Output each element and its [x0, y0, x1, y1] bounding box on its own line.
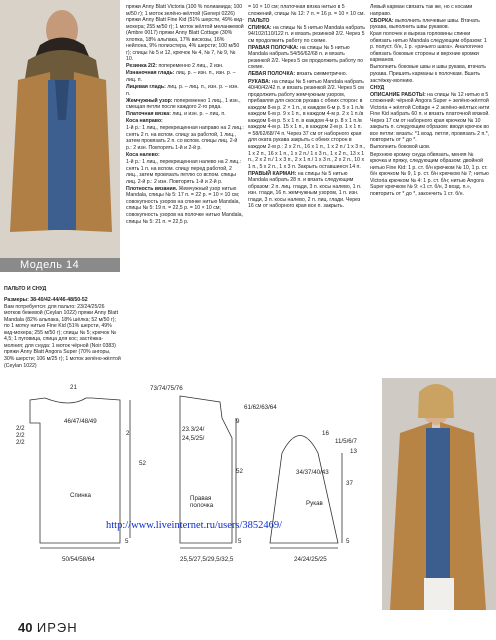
back-width-lower: 50/54/58/64 — [62, 556, 95, 563]
back-label: Спинка — [70, 492, 91, 499]
reverse-stockinette-desc: лиц. р. – изн. п., изн. р. – лиц. п. — [126, 70, 236, 84]
cable-left-desc: 1-й р.: 1 лиц., перекрещенная налево на 2 лиц.: снять 1 п. на вспом. спицу перед работой, 2 лиц., затем провязать петлю со вспом. спицы лиц. 2-й р.: 2 изн. Повторять 1-й и 2-й р. — [126, 159, 242, 185]
garter-desc: лиц. и изн. р. – лиц. п. — [172, 111, 226, 118]
left-pocket-desc: Левый карман связать так же, но с косами направо. — [370, 4, 473, 17]
page-number: 40 — [18, 620, 33, 635]
edging-desc: Края полочек и выреза горловины спинки обвязать нитью Mandala следующим образом: 1 р. полуст. б/н, 1 р. «рачьего шага». Аналогично обвязать боковые стороны и верхние кромки карманов. — [370, 31, 487, 64]
back-top-width: 21 — [70, 384, 77, 391]
sleeve-height: 37 — [346, 480, 353, 487]
heading-assembly: СБОРКА: — [370, 17, 394, 24]
side-seam-desc: Выполнить боковой шов. — [370, 144, 431, 151]
front-right-dim-1: 9 — [236, 418, 240, 425]
front-top-right: 61/62/63/64 — [244, 404, 277, 411]
front-width-2: 24,5/25/ — [182, 435, 205, 442]
heading-back: СПИНКА: — [248, 24, 272, 31]
stockinette-desc: лиц. р. – лиц. п., изн. р. – изн. п. — [126, 84, 239, 97]
left-front-desc: вязать симметрично. — [296, 71, 348, 78]
gauge-continued: = 10 × 10 см; платочная вязка нитью в 5 сложений, спицы № 12: 7 п. = 16 р. = 10 × 10 см. — [248, 4, 365, 17]
top-edge-desc: Верхнюю кромку снуда обвязать, меняя № крючка и пряжу, следующим образом: двойной нитью Fine Kid: 1 р. ст. б/н крючком № 10, 1 р. ст. б/н крючком № 9, 1 р. ст. б/н крючком № 7; нитью Victoria крючком № 4: 1 р. ст. б/н; нитью Angora Super крючком № 9: «1 ст. б/н, 3 возд. п.», повторить от * до *, закончить 1 ст. б/н. — [370, 151, 489, 197]
heading-left-front: ЛЕВАЯ ПОЛОЧКА: — [248, 71, 296, 78]
heading-right-pocket: ПРАВЫЙ КАРМАН: — [248, 170, 297, 177]
back-width-upper: 46/47/48/49 — [64, 418, 97, 425]
model-photo-coat-front — [0, 0, 120, 268]
sleeve-bottom-band: 5 — [346, 538, 350, 545]
back-height: 52 — [139, 460, 146, 467]
heading-work-description: ОПИСАНИЕ РАБОТЫ: — [370, 91, 426, 98]
sleeve-bottom-width: 24/24/25/25 — [294, 556, 327, 563]
sleeve-right-sub: 11/5/6/7 — [335, 438, 357, 445]
heading-coat: ПАЛЬТО — [248, 17, 270, 24]
sleeve-label: Рукав — [306, 500, 323, 507]
front-width-1: 23.3/24/ — [182, 426, 205, 433]
model-label: Модель 14 — [20, 258, 80, 271]
pattern-schematics — [0, 378, 382, 600]
materials-continued: пряжи Anny Blatt Victoria (100 % полиамида; 100 м/50 г); 1 моток зелёно-жёлтой (Genepi 0226) пряжи Anny Blatt Fine Kid (51% шерсти, 49% кид-мохера; 255 м/50 г); 1 моток жёлтой меланжевой (Ambre 0017) пряжи Anny Blatt Cottage (30% хлопка, 18% альпака, 17% вискозы, 16% нейлона, 9% полиэстера, 4% шерсти; 100 м/50 г); спицы № 5 и 12, крючок № 4, № 7, № 9, № 10. — [126, 4, 244, 63]
text-column-4 — [370, 4, 490, 198]
text-column-2 — [126, 4, 244, 226]
text-column-1 — [4, 286, 122, 370]
sleeves-desc: на спицы № 5 нитью Mandala набрать 40/40/42/42 п. и вязать резинкой 2/2. Через 5 см продолжить работу жемчужным узором, прибавляя для скосов рукава с обеих сторон: в каждом 8-м р. 2 × 1 п., в каждом 6-м р. 5 х 1 п./в каждом 6-м р. 9 х 1 п., в каждом 4-м р. 2 х 1 п./в каждом 6-м р. 5 х 1 п. в каждом 4-м р. 8 х 1 п./в каждом 4-м р. 15 х 1 п., в каждом 2-м р. 1 х 1 п. = 58/62/68/74 п. Через 37 см от наборного края для оката рукава закрыть с обеих сторон в каждом 2-м р.: 2 х 2 п., 16 х 1 п., 1 х 2 п./ 1 х 3 п., 1 х 2 п., 16 х 1 п., 1 х 2 п./ 1 х 3 п., 1 х 2 п., 13 х 1 п., 2 х 2 п./ 1 х 3 п., 2 х 1 п./ 1 х 3 п., 2 х 2 п., 10 х 1 п., 5 х 2 п., 1 х 3 п. Закрыть оставшиеся 14 п. — [248, 78, 366, 170]
back-dim-left-1: 2/2 — [16, 425, 25, 432]
front-bottom-band: 5 — [238, 538, 242, 545]
article-title: ПАЛЬТО И СНУД — [4, 286, 47, 292]
model-label-bar — [0, 258, 120, 272]
heading-cable-right: Коса направо: — [126, 118, 163, 125]
snood-desc: на спицы № 12 нитью в 5 сложений: чёрной Angora Super + зелёно-жёлтой Victoria + жёлтой Cottage + 2 зелёно-жёлтых нити Fine Kid набрать 60 п. и вязать платочной вязкой. Через 17 см от наборного края крючком № 10 закрыть п. следующим образом: вводя крючок во все петли: вязать: *1 возд. петля, провязать 2 п.*, повторить от * до *. — [370, 91, 490, 144]
rib-desc: попеременно 2 лиц., 2 изн. — [158, 63, 224, 70]
heading-stockinette: Лицевая гладь: — [126, 84, 166, 91]
heading-rib: Резинка 2/2: — [126, 63, 157, 70]
sleeve-top-width: 16 — [322, 430, 329, 437]
right-front-desc: на спицы № 5 нитью Mandala набрать 54/56/62/68 п. и вязать резинкой 2/2. Через 5 см продолжить работу по схеме. — [248, 44, 364, 71]
back-top-right: 73/74/75/76 — [150, 385, 183, 392]
back-dim-left-2: 2/2 — [16, 432, 25, 439]
heading-cable-left: Коса налево: — [126, 152, 160, 159]
text-column-3 — [248, 4, 366, 210]
magazine-name: ИРЭН — [36, 620, 78, 635]
back-right-short: 2 — [126, 430, 130, 437]
front-width-lower: 25,5/27,5/29,5/32,5 — [180, 556, 234, 563]
assembly-desc: выполнить плечевые швы. Втачать рукава, выполнить швы рукавов. — [370, 17, 480, 31]
front-label: Правая полочка — [190, 495, 214, 509]
model-photo-illustration-2 — [382, 378, 496, 610]
model-photo-illustration — [0, 0, 120, 268]
sizes-line: Размеры: 38-40/42-44/46-48/50-52 — [4, 296, 88, 303]
right-pocket-desc: на спицы № 5 нитью Mandala набрать 28 п. и вязать следующим образом: 2 п. лиц. глади, 3 п. косы налево, 1 п. изн. глади, 16 п. жемчужным узором, 1 п. изн. глади, 3 п. косы налево, 2 п. лиц. глади. Через 16 см от наборного края все п. закрыть. — [248, 170, 362, 210]
page-footer — [18, 619, 78, 637]
sleeve-mid-width: 34/37/40/43 — [296, 469, 329, 476]
heading-garter: Платочная вязка: — [126, 111, 171, 118]
heading-snood: СНУД — [370, 84, 385, 91]
back-desc: на спицы № 5 нитью Mandala набрать 94/102/110/122 п. и вязать резинкой 2/2. Через 5 см продолжить работу по схеме. — [248, 24, 365, 44]
back-bottom-band: 5 — [125, 538, 129, 545]
heading-reverse-stockinette: Изнаночная гладь: — [126, 70, 175, 77]
heading-right-front: ПРАВАЯ ПОЛОЧКА: — [248, 44, 299, 51]
finishing-desc: Выполнить боковые швы и швы рукава, втачать рукава. Пришить карманы к полочкам. Вшить застёжку-молнию. — [370, 64, 486, 84]
cable-right-desc: 1-й р.: 1 лиц., перекрещенная направо на 2 лиц.: снять 2 п. на вспом. спицу за работой, 1 лиц., затем провязать 2 п. со вспом. спицы лиц. 2-й р.: 2 изн. Повторять 1-й и 2-й р. — [126, 125, 244, 151]
heading-sleeves: РУКАВА: — [248, 78, 271, 85]
yarn-requirements: Вам потребуется: для пальто: 23/24/25/26 мотков бежевой (Ceylan 1022) пряжи Anny Blatt Mandala (82% альпака, 18% шёлка; 52 м/50 г); по 1 мотку нитью Fine Kid (51% шерсти, 49% кид-мохера; 255 м/50 г); спицы № 5; крючок № 4,5; 1 пуговица, спица для кос; застёжка-молния; для снуда: 1 моток чёрной (Noir 0383) пряжи Anny Blatt Angora Super (70% ангоры, 30% шерсти; 106 м/25 г); 1 моток зелёно-жёлтой (Ceylan 1022) — [4, 303, 121, 369]
back-dim-left-3: 2/2 — [16, 439, 25, 446]
gauge-desc: Жемчужный узор нитью Mandala, спицы № 5: 17 п. = 22 р. = 10 × 10 см; совокупность узоров на спинке нитью Mandala, спицы № 5: 19 п. = 22,5 р. = 10 × 10 см; совокупность узоров на полочке нитью Mandala, спицы № 5: 21 п. = 22,5 р. — [126, 185, 243, 225]
front-right-dim-2: 52 — [236, 468, 243, 475]
heading-seed-stitch: Жемчужный узор: — [126, 97, 173, 104]
seed-stitch-desc: попеременно 1 лиц., 1 изн., смещая петли после каждого 2-го ряда. — [126, 97, 241, 111]
model-photo-coat-snood — [382, 378, 496, 610]
source-url-link[interactable]: http://www.liveinternet.ru/users/3852469/ — [106, 520, 283, 531]
sleeve-right-top: 13 — [350, 448, 357, 455]
heading-gauge: Плотность вязания. — [126, 185, 178, 192]
